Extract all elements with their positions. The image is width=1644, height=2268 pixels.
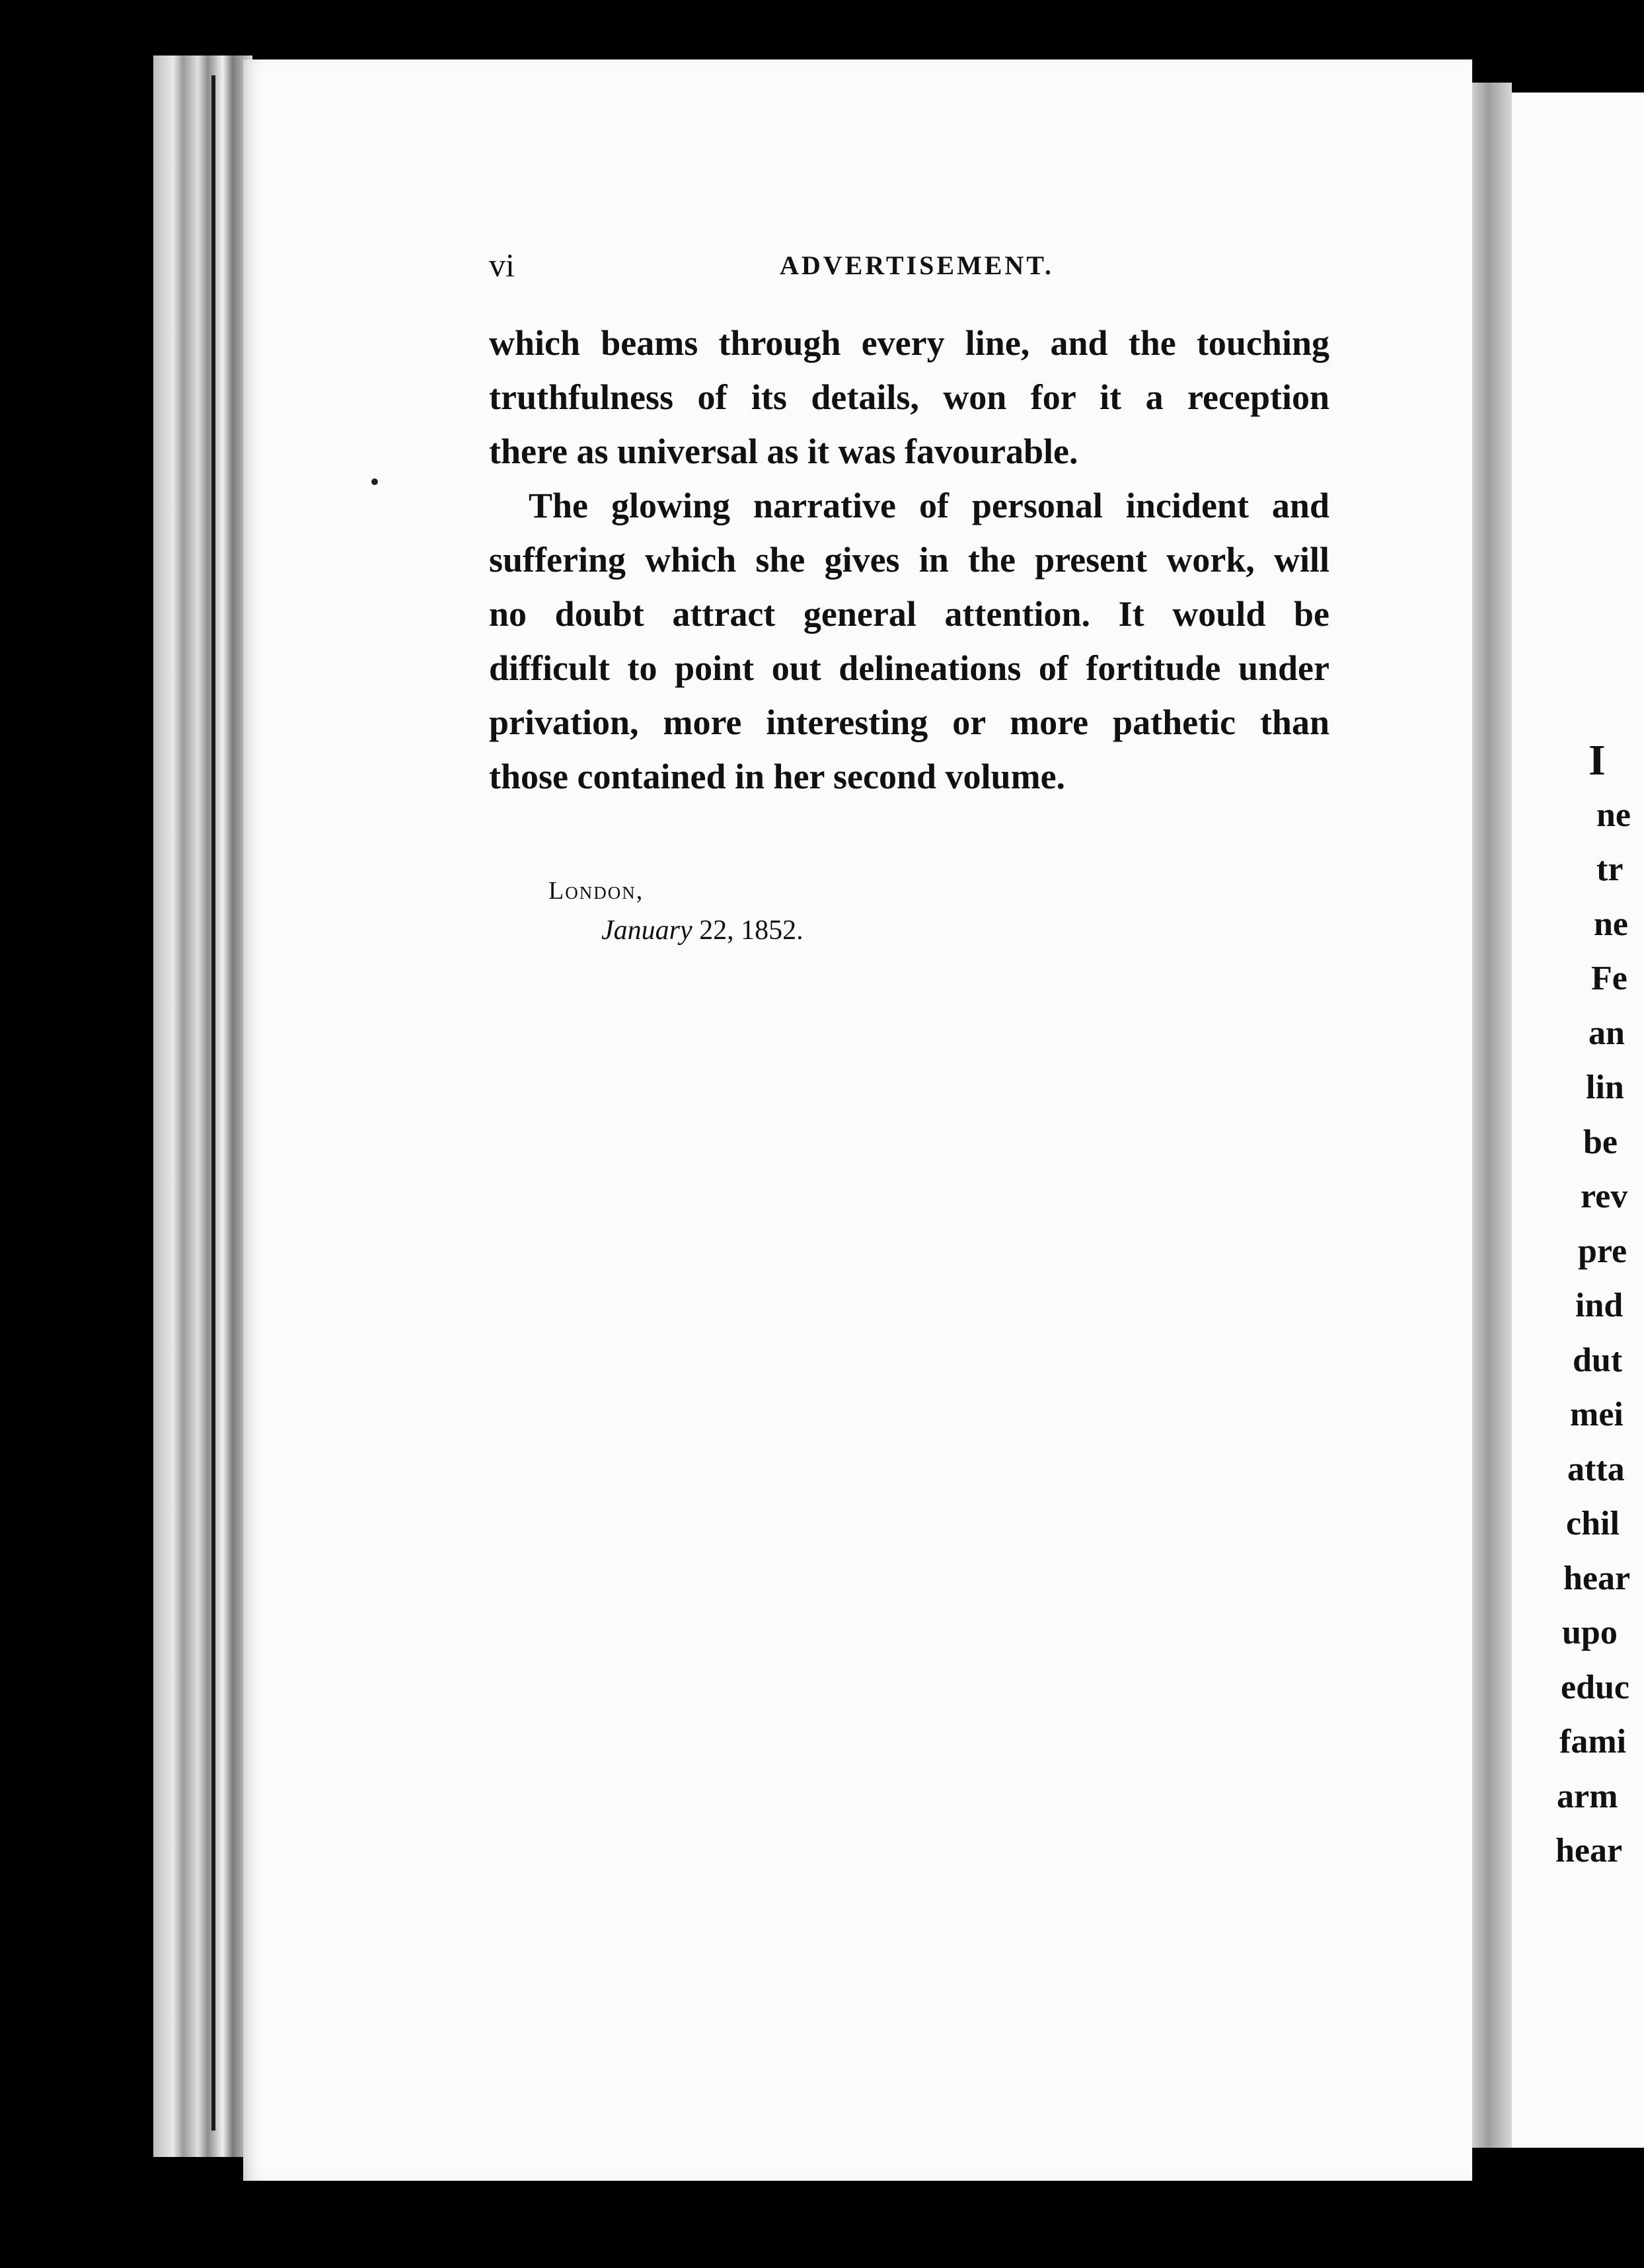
facing-line: be bbox=[1583, 1123, 1618, 1161]
facing-line: pre bbox=[1578, 1232, 1627, 1270]
date-rest: 22, 1852. bbox=[692, 915, 803, 946]
right-page-edge bbox=[1472, 83, 1512, 2148]
facing-line: I bbox=[1588, 736, 1606, 784]
facing-line: educ bbox=[1561, 1668, 1629, 1706]
facing-line: ind bbox=[1575, 1287, 1624, 1324]
body-line: those contained in her second volume. bbox=[489, 757, 1066, 796]
facing-line: dut bbox=[1573, 1341, 1623, 1379]
ink-speck bbox=[371, 478, 378, 485]
facing-line: tr bbox=[1596, 850, 1624, 888]
running-title: ADVERTISEMENT. bbox=[780, 250, 1055, 280]
facing-line: mei bbox=[1570, 1396, 1624, 1433]
body-line: The glowing narrative of personal incident and bbox=[529, 486, 1329, 525]
body-line: privation, more interesting or more pathetic than bbox=[489, 702, 1329, 742]
signature-date bbox=[601, 915, 803, 946]
date-month: January bbox=[601, 915, 692, 946]
running-head bbox=[489, 246, 1329, 285]
body-line: truthfulness of its details, won for it a reception bbox=[489, 377, 1329, 417]
body-line: there as universal as it was favourable. bbox=[489, 432, 1078, 471]
body-line: suffering which she gives in the present work, will bbox=[489, 540, 1329, 580]
facing-line: lin bbox=[1586, 1069, 1624, 1106]
signature-place: London, bbox=[548, 877, 644, 905]
facing-line: ne bbox=[1596, 796, 1631, 834]
facing-line: atta bbox=[1567, 1450, 1625, 1488]
facing-line: Fe bbox=[1591, 960, 1627, 997]
facing-line: hear bbox=[1563, 1559, 1631, 1597]
facing-line: chil bbox=[1566, 1505, 1620, 1542]
facing-line: hear bbox=[1555, 1832, 1623, 1870]
facing-line: ne bbox=[1594, 905, 1628, 943]
facing-line: rev bbox=[1581, 1178, 1628, 1215]
facing-line: upo bbox=[1562, 1614, 1618, 1651]
body-line: which beams through every line, and the touching bbox=[489, 323, 1329, 363]
facing-line: fami bbox=[1559, 1723, 1627, 1760]
facing-line: arm bbox=[1557, 1777, 1618, 1815]
page-number: vi bbox=[489, 246, 515, 284]
facing-page-text bbox=[1555, 734, 1631, 1879]
body-text bbox=[489, 316, 1329, 804]
book-page-edges bbox=[153, 56, 252, 2157]
body-line: difficult to point out delineations of fortitude under bbox=[489, 648, 1329, 688]
body-line: no doubt attract general attention. It would be bbox=[489, 594, 1329, 634]
facing-line: an bbox=[1588, 1014, 1625, 1052]
